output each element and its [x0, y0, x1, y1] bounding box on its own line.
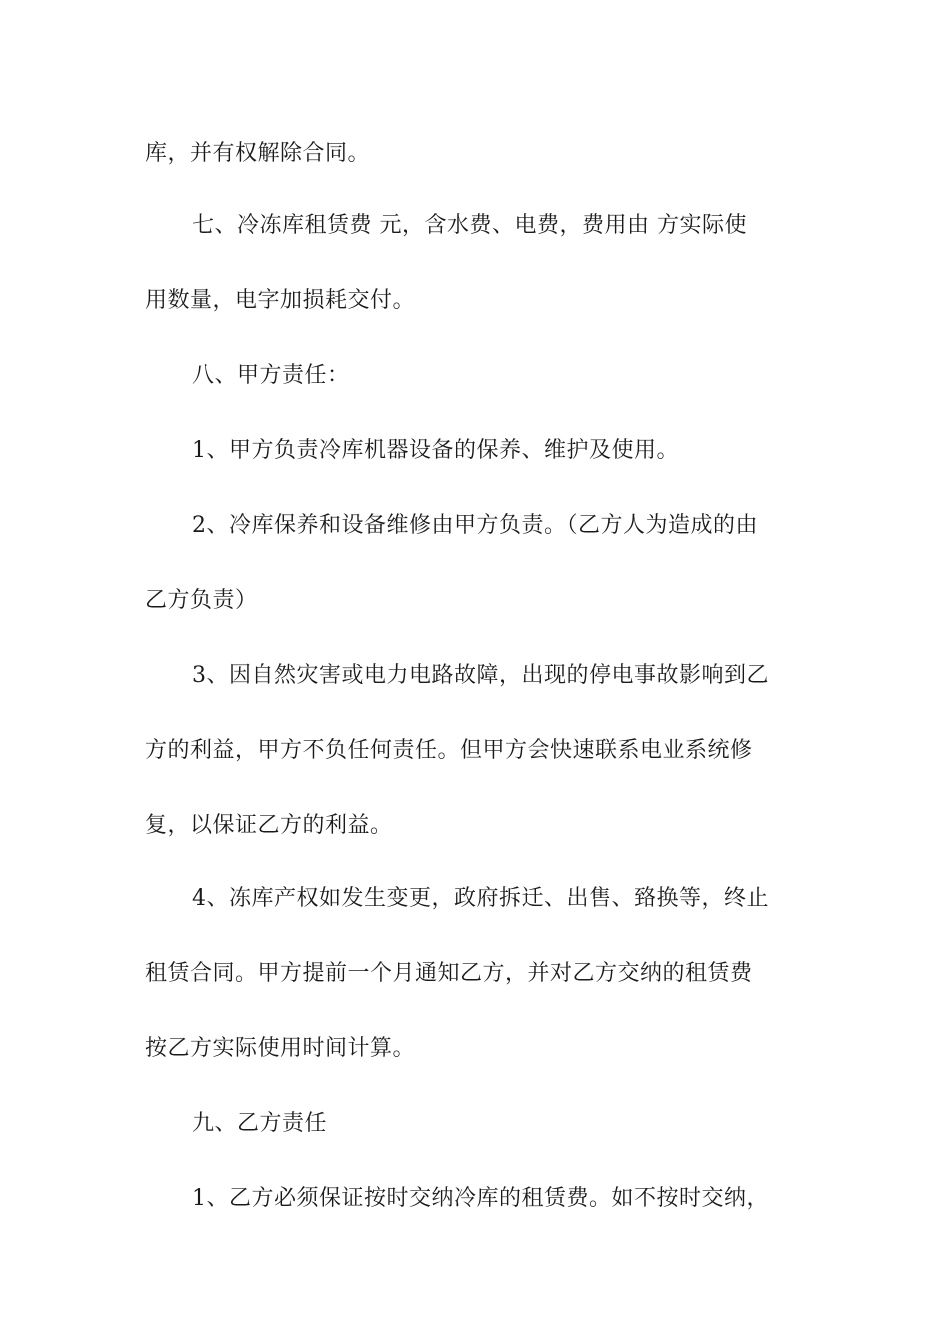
paragraph-line: 1、甲方负责冷库机器设备的保养、维护及使用。	[192, 438, 679, 463]
paragraph-line: 2、冷库保养和设备维修由甲方负责。（乙方人为造成的由	[192, 513, 758, 538]
paragraph-line: 乙方负责）	[145, 588, 258, 613]
paragraph-line: 用数量，电字加损耗交付。	[145, 288, 416, 313]
section-heading: 九、乙方责任	[192, 1111, 328, 1136]
paragraph-line: 3、因自然灾害或电力电路故障，出现的停电事故影响到乙	[192, 663, 769, 688]
section-heading: 八、甲方责任：	[192, 363, 350, 388]
paragraph-line: 复，以保证乙方的利益。	[145, 813, 393, 838]
paragraph-line: 方的利益，甲方不负任何责任。但甲方会快速联系电业系统修	[145, 738, 753, 763]
paragraph-line: 租赁合同。甲方提前一个月通知乙方，并对乙方交纳的租赁费	[145, 961, 753, 986]
paragraph-line: 4、冻库产权如发生变更，政府拆迁、出售、臵换等，终止	[192, 886, 769, 911]
paragraph-line: 七、冷冻库租赁费 元，含水费、电费，费用由 方实际使	[192, 213, 747, 238]
paragraph-line: 1、乙方必须保证按时交纳冷库的租赁费。如不按时交纳，	[192, 1186, 769, 1211]
paragraph-line: 按乙方实际使用时间计算。	[145, 1036, 416, 1061]
paragraph-line: 库，并有权解除合同。	[145, 141, 371, 166]
